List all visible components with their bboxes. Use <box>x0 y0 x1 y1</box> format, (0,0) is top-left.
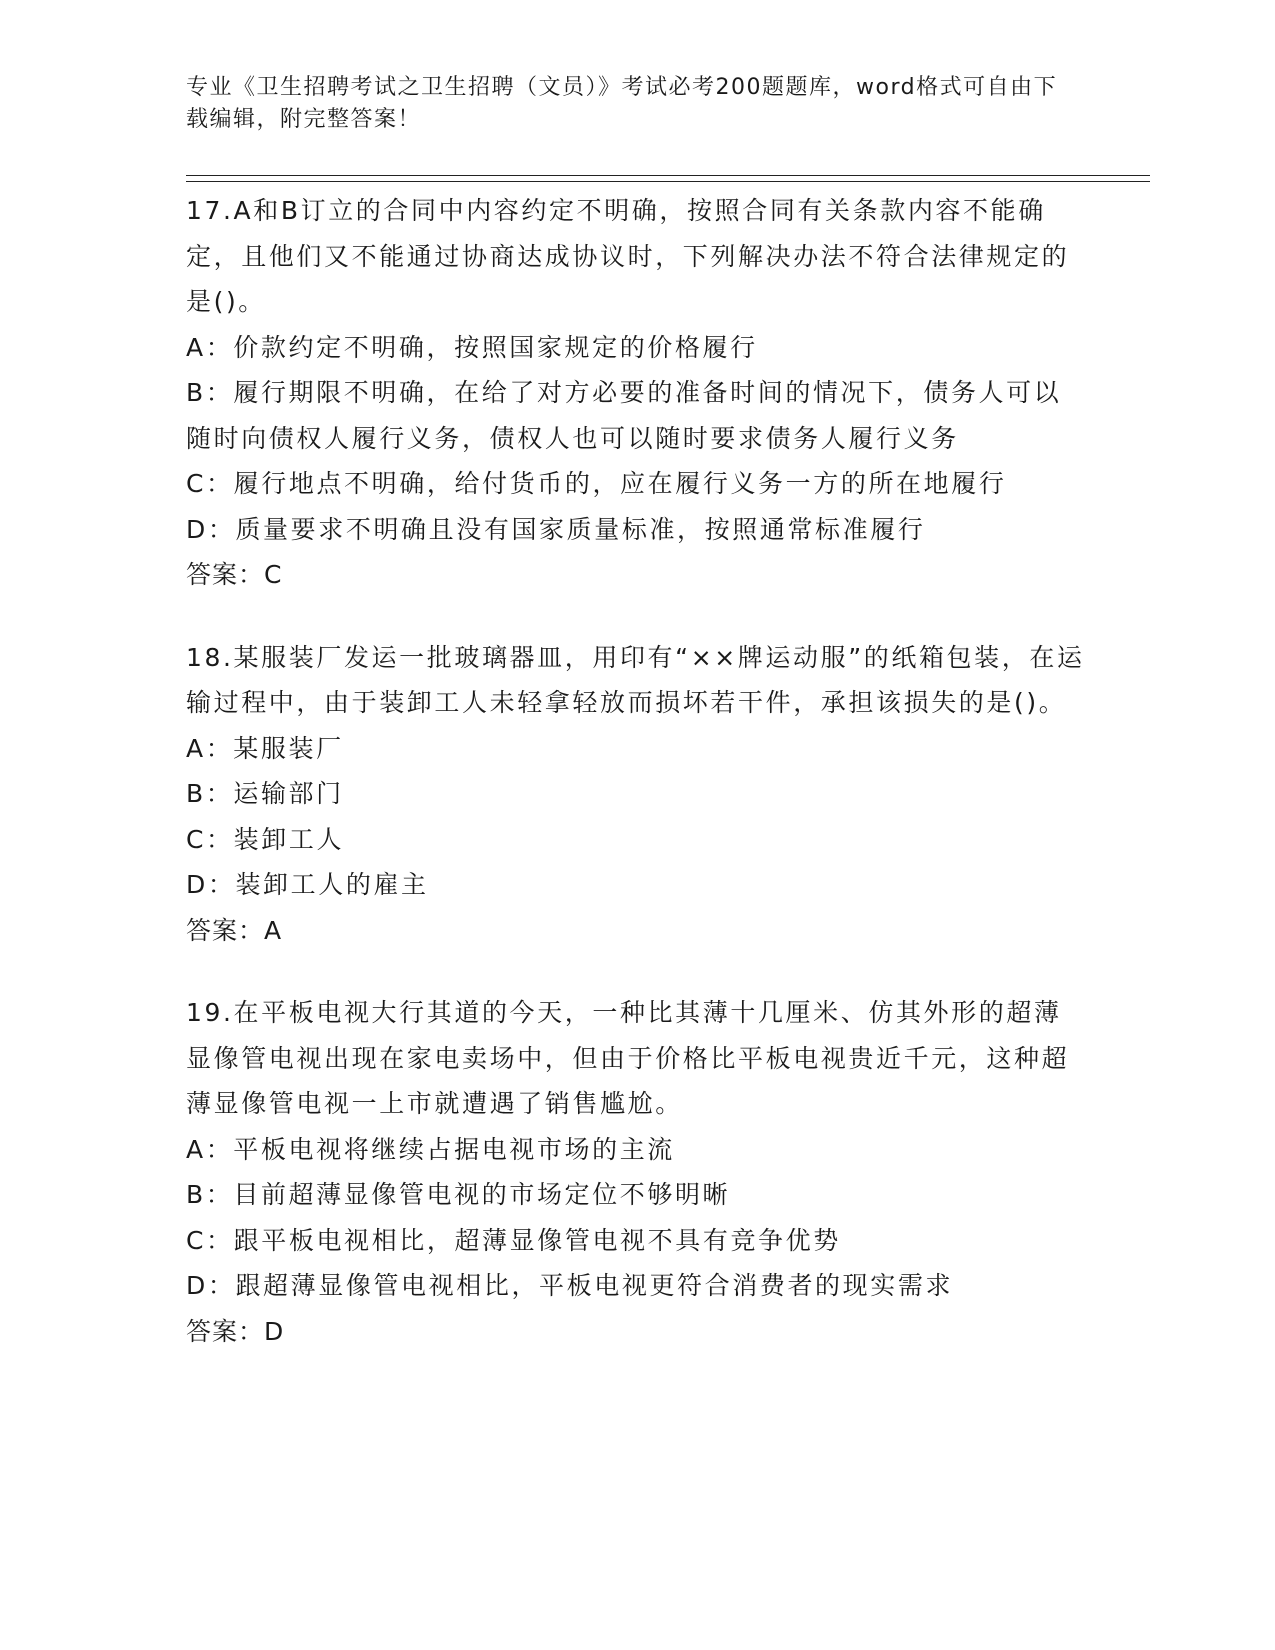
option-d: D：跟超薄显像管电视相比，平板电视更符合消费者的现实需求 <box>186 1271 954 1300</box>
option-a: A：平板电视将继续占据电视市场的主流 <box>186 1134 675 1164</box>
option-a: A：价款约定不明确，按照国家规定的价格履行 <box>186 332 758 362</box>
header-divider-top <box>186 175 1150 176</box>
question-18 <box>186 635 1086 954</box>
answer: 答案：A <box>186 915 283 945</box>
question-17 <box>186 188 1086 598</box>
option-b: B：目前超薄显像管电视的市场定位不够明晰 <box>186 1180 731 1209</box>
option-c: C：跟平板电视相比，超薄显像管电视不具有竞争优势 <box>186 1225 841 1255</box>
question-stem: 18.某服装厂发运一批玻璃器皿，用印有“××牌运动服”的纸箱包装，在运输过程中，由于装卸工人未轻拿轻放而损坏若干件，承担该损失的是()。 <box>186 642 1085 717</box>
option-b: B：运输部门 <box>186 779 344 808</box>
option-b: B：履行期限不明确，在给了对方必要的准备时间的情况下，债务人可以随时向债权人履行义务，债权人也可以随时要求债务人履行义务 <box>186 378 1062 453</box>
document-header: 专业《卫生招聘考试之卫生招聘（文员）》考试必考200题题库，word格式可自由下载编辑，附完整答案！ <box>186 75 1058 132</box>
answer: 答案：C <box>186 560 283 589</box>
option-a: A：某服装厂 <box>186 733 344 763</box>
question-list <box>186 188 1086 1391</box>
option-c: C：装卸工人 <box>186 824 345 854</box>
option-d: D：质量要求不明确且没有国家质量标准，按照通常标准履行 <box>186 514 926 544</box>
answer: 答案：D <box>186 1316 285 1346</box>
question-stem: 19.在平板电视大行其道的今天，一种比其薄十几厘米、仿其外形的超薄显像管电视出现在家电卖场中，但由于价格比平板电视贵近千元，这种超薄显像管电视一上市就遭遇了销售尴尬。 <box>186 998 1070 1118</box>
question-19 <box>186 990 1086 1354</box>
option-c: C：履行地点不明确，给付货币的，应在履行义务一方的所在地履行 <box>186 469 1007 498</box>
header-divider-bottom <box>186 181 1150 182</box>
option-d: D：装卸工人的雇主 <box>186 870 429 899</box>
question-stem: 17.A和B订立的合同中内容约定不明确，按照合同有关条款内容不能确定，且他们又不能通过协商达成协议时，下列解决办法不符合法律规定的是()。 <box>186 196 1070 316</box>
